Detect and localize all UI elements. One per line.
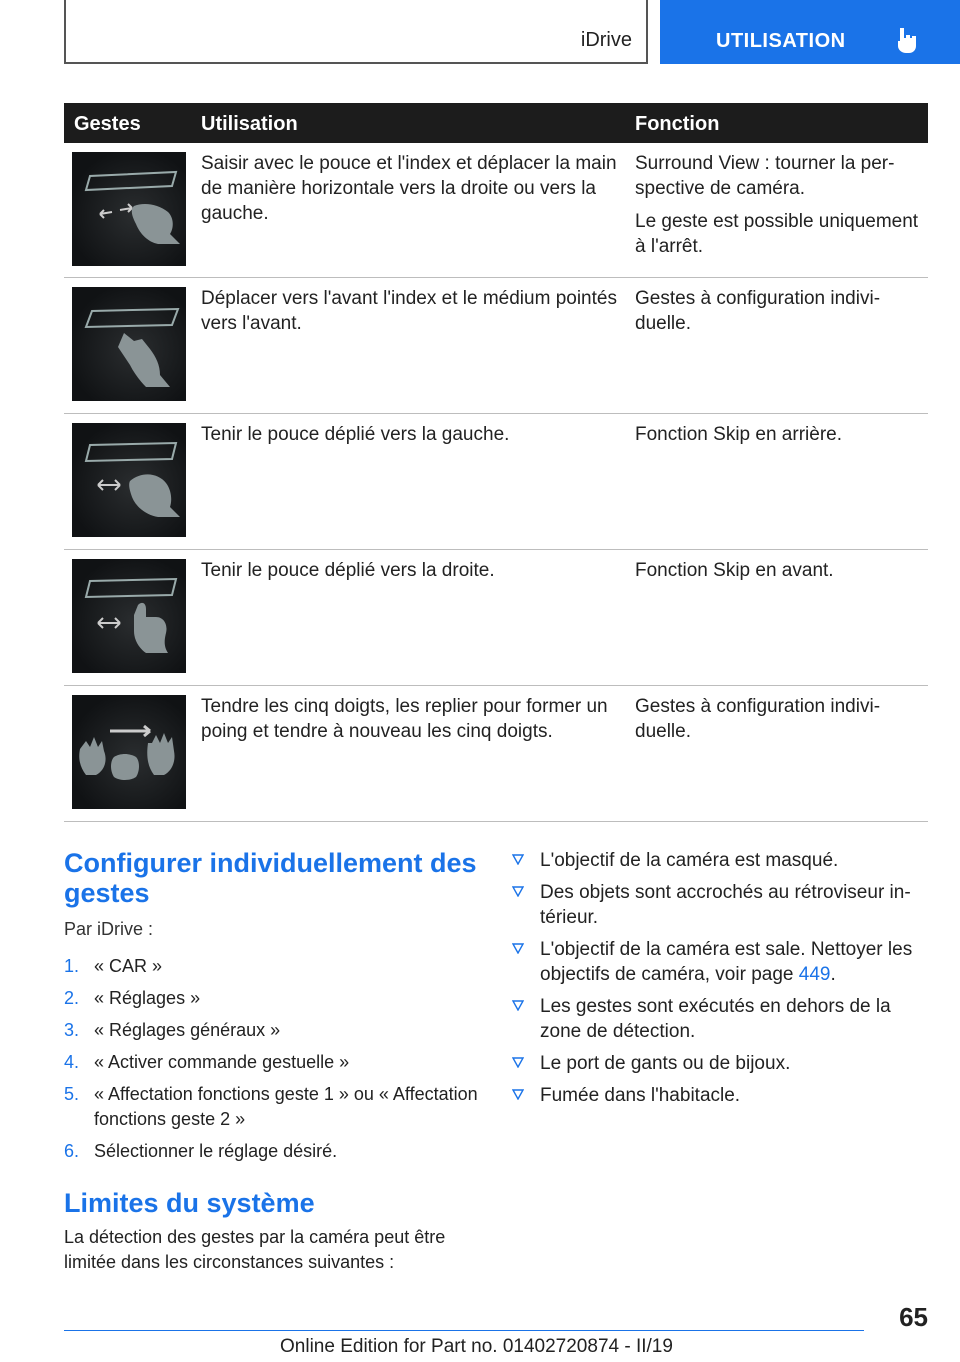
gesture-table xyxy=(64,103,928,822)
triangle-bullet-icon xyxy=(512,1056,524,1068)
list-item: 5. « Affectation fonctions geste 1 » ou « Affectation fonctions geste 2 » xyxy=(64,1084,478,1129)
row-function: Fonction Skip en avant. xyxy=(635,560,834,581)
gesture-swipe-horizontal-icon xyxy=(72,152,186,266)
row-function: Gestes à configuration individuelle. xyxy=(635,696,881,742)
triangle-bullet-icon xyxy=(512,1088,524,1100)
list-item: L'objectif de la caméra est masqué. xyxy=(510,848,930,873)
col-header-function: Fonction xyxy=(635,113,720,135)
gesture-open-close-hand-icon xyxy=(72,695,186,809)
limits-title: Limites du système xyxy=(64,1188,315,1218)
config-intro: Par iDrive : xyxy=(64,919,154,939)
list-item: Les gestes sont exécutés en dehors de la zone de détection. xyxy=(510,994,930,1044)
table-row xyxy=(64,278,928,414)
row-function: Gestes à configuration individuelle. xyxy=(635,288,881,334)
list-item: Des objets sont accrochés au rétroviseur intérieur. xyxy=(510,880,930,930)
table-header xyxy=(64,103,928,143)
gesture-thumb-left-icon xyxy=(72,423,186,537)
list-item: L'objectif de la caméra est sale. Nettoyer les objectifs de caméra, voir page 449. xyxy=(510,937,930,987)
gesture-thumb-right-icon xyxy=(72,559,186,673)
limits-bullets xyxy=(510,848,930,1108)
row-function: Surround View : tourner la perspective de caméra. Le geste est possible uniquement à l'arrêt. xyxy=(635,153,919,257)
pointing-hand-icon xyxy=(894,26,920,54)
list-item: Fumée dans l'habitacle. xyxy=(510,1083,930,1108)
row-usage: Tenir le pouce déplié vers la droite. xyxy=(201,560,495,581)
row-usage: Tendre les cinq doigts, les replier pour former un poing et tendre à nouveau les cinq doigts. xyxy=(201,696,608,742)
table-row xyxy=(64,143,928,278)
row-usage: Saisir avec le pouce et l'index et déplacer la main de manière horizontale vers la droite ou vers la gauche. xyxy=(201,153,617,224)
header-section-box xyxy=(64,0,648,64)
table-row xyxy=(64,686,928,822)
triangle-bullet-icon xyxy=(512,853,524,865)
row-usage: Tenir le pouce déplié vers la gauche. xyxy=(201,424,510,445)
list-item: 4. « Activer commande gestuelle » xyxy=(64,1052,350,1072)
list-item: 6. Sélectionner le réglage désiré. xyxy=(64,1141,338,1161)
footer-edition: Online Edition for Part no. 01402720874 - II/19 xyxy=(280,1336,673,1357)
col-header-gestures: Gestes xyxy=(74,113,141,135)
config-steps xyxy=(64,954,484,1164)
table-row xyxy=(64,550,928,686)
limits-list-section xyxy=(510,848,930,1115)
config-section xyxy=(64,848,484,1171)
list-item: Le port de gants ou de bijoux. xyxy=(510,1051,930,1076)
list-item: 1. « CAR » xyxy=(64,956,163,976)
list-item: 2. « Réglages » xyxy=(64,988,201,1008)
gesture-two-fingers-forward-icon xyxy=(72,287,186,401)
page-reference-link[interactable]: 449 xyxy=(798,964,831,985)
triangle-bullet-icon xyxy=(512,999,524,1011)
limits-intro: La détection des gestes par la caméra peut être limitée dans les circonstances suivantes : xyxy=(64,1227,446,1272)
header-chapter-title: UTILISATION xyxy=(716,30,846,52)
col-header-usage: Utilisation xyxy=(201,113,298,135)
config-title: Configurer individuellement des gestes xyxy=(64,848,477,908)
triangle-bullet-icon xyxy=(512,885,524,897)
header-chapter-box xyxy=(660,0,960,64)
page-number: 65 xyxy=(899,1302,928,1332)
row-function: Fonction Skip en arrière. xyxy=(635,424,842,445)
footer-divider xyxy=(64,1330,864,1331)
triangle-bullet-icon xyxy=(512,942,524,954)
row-usage: Déplacer vers l'avant l'index et le médium pointés vers l'avant. xyxy=(201,288,617,334)
header-section-title: iDrive xyxy=(580,29,632,51)
list-item: 3. « Réglages généraux » xyxy=(64,1020,281,1040)
table-row xyxy=(64,414,928,550)
